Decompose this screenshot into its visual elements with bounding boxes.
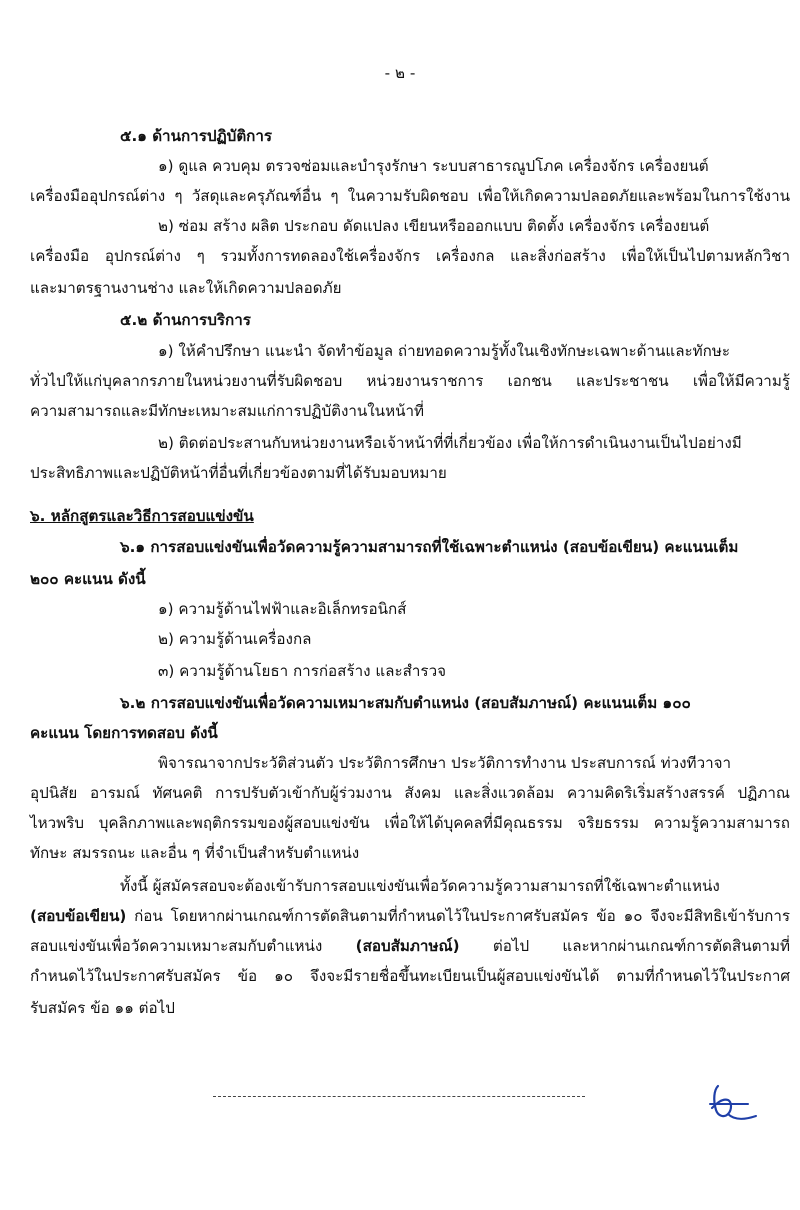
section-6-heading: ๖. หลักสูตรและวิธีการสอบแข่งขัน xyxy=(30,507,254,525)
section-5-2-item-1: ๑) ให้คำปรึกษา แนะนำ จัดทำข้อมูล ถ่ายทอดความรู้ทั้งในเชิงทักษะเฉพาะด้านและทักษะ xyxy=(158,342,731,360)
section-6-1-line-2: ๒๐๐ คะแนน ดังนี้ xyxy=(30,570,146,588)
closing-interview: (สอบสัมภาษณ์) xyxy=(355,937,460,955)
handwritten-initials xyxy=(704,1080,764,1124)
closing-line-3 xyxy=(30,935,790,957)
section-5-1-item-2-cont: เครื่องมือ อุปกรณ์ต่าง ๆ รวมทั้งการทดลองใช้เครื่องจักร เครื่องกล และสิ่งก่อสร้าง เพื่อให้เป็นไปตามหลักวิชา xyxy=(30,247,790,265)
section-5-1-item-1-cont: เครื่องมืออุปกรณ์ต่าง ๆ วัสดุและครุภัณฑ์อื่น ๆ ในความรับผิดชอบ เพื่อให้เกิดความปลอดภัยและพร้อมในการใช้งาน xyxy=(30,187,790,205)
section-5-2-item-2-end: ประสิทธิภาพและปฏิบัติหน้าที่อื่นที่เกี่ยวข้องตามที่ได้รับมอบหมาย xyxy=(30,464,447,482)
closing-line-2 xyxy=(30,905,790,927)
section-6-2-line-1: ๖.๒ การสอบแข่งขันเพื่อวัดความเหมาะสมกับตำแหน่ง (สอบสัมภาษณ์) คะแนนเต็ม ๑๐๐ xyxy=(120,694,691,712)
interview-criteria-line-3: ไหวพริบ บุคลิกภาพและพฤติกรรมของผู้สอบแข่งขัน เพื่อให้ได้บุคคลที่มีคุณธรรม จริยธรรม ความรู้ความสามารถ xyxy=(30,814,790,832)
section-5-2-heading: ๕.๒ ด้านการบริการ xyxy=(120,311,251,329)
section-5-2-item-2: ๒) ติดต่อประสานกับหน่วยงานหรือเจ้าหน้าที่ที่เกี่ยวข้อง เพื่อให้การดำเนินงานเป็นไปอย่างมี xyxy=(158,434,742,452)
closing-line-3-text-a: สอบแข่งขันเพื่อวัดความเหมาะสมกับตำแหน่ง xyxy=(30,937,356,955)
section-6-1-item-2: ๒) ความรู้ด้านเครื่องกล xyxy=(158,630,312,648)
closing-line-2-text: ก่อน โดยหากผ่านเกณฑ์การตัดสินตามที่กำหนดไว้ในประกาศรับสมัคร ข้อ ๑๐ จึงจะมีสิทธิเข้ารับการ xyxy=(126,907,790,925)
section-6-1-line-1: ๖.๑ การสอบแข่งขันเพื่อวัดความรู้ความสามารถที่ใช้เฉพาะตำแหน่ง (สอบข้อเขียน) คะแนนเต็ม xyxy=(120,538,739,556)
section-5-1-item-2-end: และมาตรฐานงานช่าง และให้เกิดความปลอดภัย xyxy=(30,279,342,297)
section-6-2-line-2: คะแนน โดยการทดสอบ ดังนี้ xyxy=(30,724,218,742)
closing-written-exam: (สอบข้อเขียน) xyxy=(30,907,127,925)
section-5-2-item-1-end: ความสามารถและมีทักษะเหมาะสมแก่การปฏิบัติงานในหน้าที่ xyxy=(30,402,424,420)
section-5-2-item-1-cont: ทั่วไปให้แก่บุคลากรภายในหน่วยงานที่รับผิดชอบ หน่วยงานราชการ เอกชน และประชาชน เพื่อให้มีความรู้ xyxy=(30,372,790,390)
page-number: - ๒ - xyxy=(384,64,416,82)
closing-line-5: รับสมัคร ข้อ ๑๑ ต่อไป xyxy=(30,999,175,1017)
section-6-1-item-3: ๓) ความรู้ด้านโยธา การก่อสร้าง และสำรวจ xyxy=(158,662,447,680)
section-6-1-item-1: ๑) ความรู้ด้านไฟฟ้าและอิเล็กทรอนิกส์ xyxy=(158,600,407,618)
interview-criteria-line-1: พิจารณาจากประวัติส่วนตัว ประวัติการศึกษา ประวัติการทำงาน ประสบการณ์ ท่วงทีวาจา xyxy=(158,754,732,772)
section-5-1-item-1: ๑) ดูแล ควบคุม ตรวจซ่อมและบำรุงรักษา ระบบสาธารณูปโภค เครื่องจักร เครื่องยนต์ xyxy=(158,157,709,175)
closing-line-1: ทั้งนี้ ผู้สมัครสอบจะต้องเข้ารับการสอบแข่งขันเพื่อวัดความรู้ความสามารถที่ใช้เฉพาะตำแหน่ง xyxy=(120,877,720,895)
section-5-1-heading: ๕.๑ ด้านการปฏิบัติการ xyxy=(120,127,273,145)
closing-line-3-text-b: ต่อไป และหากผ่านเกณฑ์การตัดสินตามที่ xyxy=(459,937,790,955)
interview-criteria-line-2: อุปนิสัย อารมณ์ ทัศนคติ การปรับตัวเข้ากับผู้ร่วมงาน สังคม และสิ่งแวดล้อม ความคิดริเริ่มสร้างสรรค์ ปฏิภาณ xyxy=(30,784,790,802)
footer-dashed-rule xyxy=(213,1096,585,1097)
interview-criteria-line-4: ทักษะ สมรรถนะ และอื่น ๆ ที่จำเป็นสำหรับตำแหน่ง xyxy=(30,844,360,862)
section-5-1-item-2: ๒) ซ่อม สร้าง ผลิต ประกอบ ดัดแปลง เขียนหรือออกแบบ ติดตั้ง เครื่องจักร เครื่องยนต์ xyxy=(158,217,710,235)
closing-line-4: กำหนดไว้ในประกาศรับสมัคร ข้อ ๑๐ จึงจะมีรายชื่อขึ้นทะเบียนเป็นผู้สอบแข่งขันได้ ตามที่กำหนดไว้ในประกาศ xyxy=(30,967,790,985)
